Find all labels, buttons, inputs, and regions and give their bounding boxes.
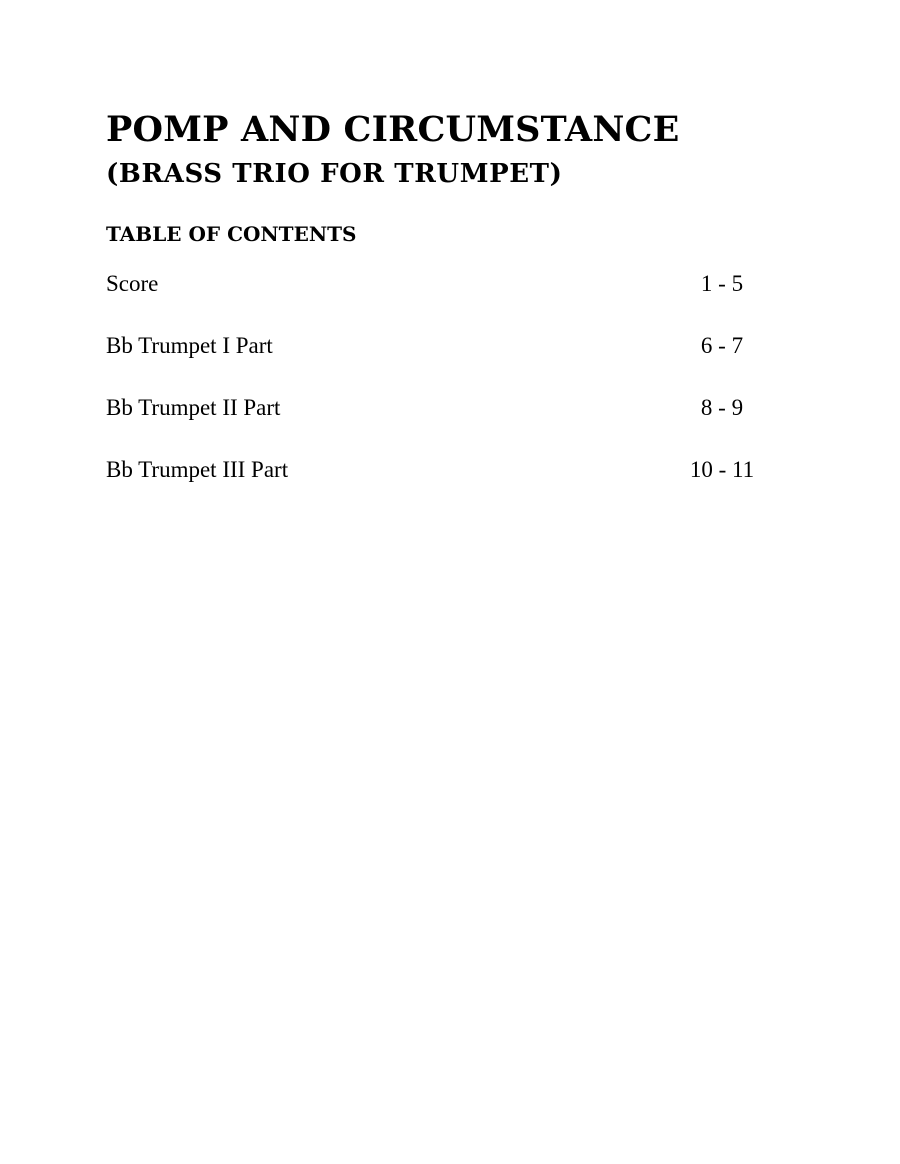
toc-entry-pages: 6 - 7 (700, 333, 744, 358)
toc-entry-pages: 10 - 11 (689, 457, 755, 482)
toc-entry-trumpet-3 (106, 452, 806, 514)
toc-entry-pages: 1 - 5 (700, 271, 744, 296)
toc-list (106, 266, 806, 514)
document-subtitle: (BRASS TRIO FOR TRUMPET) (106, 159, 563, 189)
toc-heading: TABLE OF CONTENTS (106, 222, 357, 246)
toc-entry-trumpet-2 (106, 390, 806, 452)
toc-entry-pages: 8 - 9 (700, 395, 744, 420)
toc-entry-trumpet-1 (106, 328, 806, 390)
document-title: POMP AND CIRCUMSTANCE (106, 109, 680, 150)
toc-entry-score (106, 266, 806, 328)
toc-entry-label: Score (106, 271, 159, 296)
toc-entry-label: Bb Trumpet III Part (106, 457, 289, 482)
toc-entry-label: Bb Trumpet II Part (106, 395, 281, 420)
toc-entry-label: Bb Trumpet I Part (106, 333, 273, 358)
